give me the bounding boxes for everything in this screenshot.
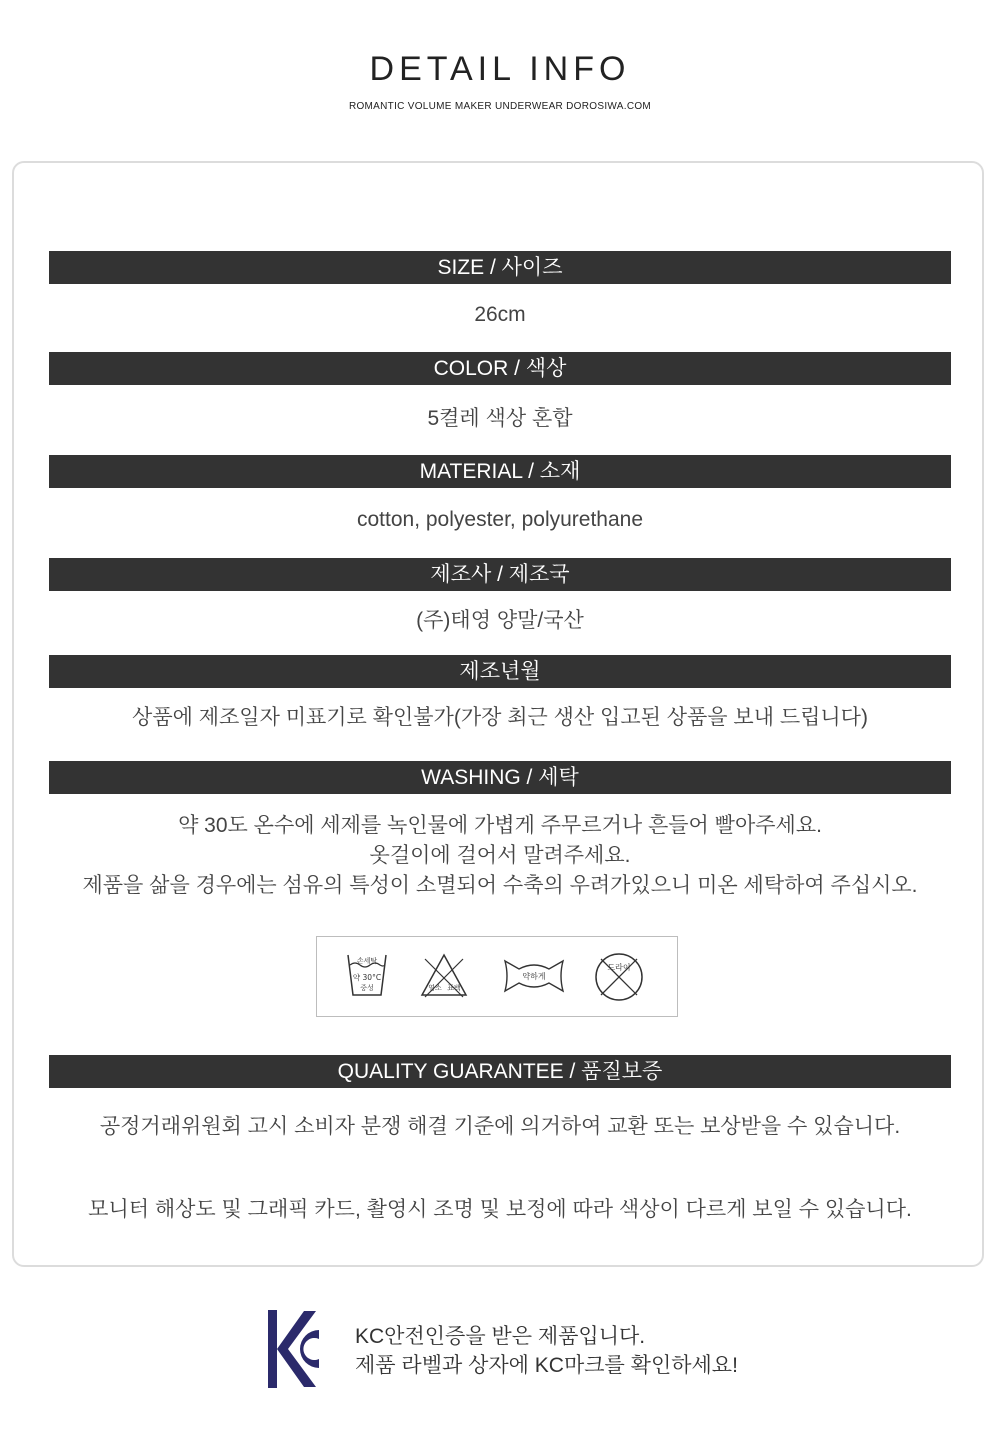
kc-line-2: 제품 라벨과 상자에 KC마크를 확인하세요! xyxy=(355,1354,738,1377)
kc-mark-icon xyxy=(266,1308,320,1390)
size-value: 26cm xyxy=(474,303,526,326)
handwash-top-text: 손세탁 xyxy=(356,957,378,965)
kc-notice xyxy=(355,1322,738,1380)
washing-line: 옷걸이에 걸어서 말려주세요. xyxy=(369,844,631,867)
quality-header: QUALITY GUARANTEE / 품질보증 xyxy=(49,1055,951,1088)
washing-line: 약 30도 온수에 세제를 녹인물에 가볍게 주무르거나 흔들어 빨아주세요. xyxy=(178,814,822,837)
date-value: 상품에 제조일자 미표기로 확인불가(가장 최근 생산 입고된 상품을 보내 드립니다) xyxy=(132,706,868,729)
washing-instructions xyxy=(0,811,1000,901)
care-symbols xyxy=(316,936,678,1017)
maker-value: (주)태영 양말/국산 xyxy=(416,609,584,632)
kc-line-1: KC안전인증을 받은 제품입니다. xyxy=(355,1325,646,1348)
size-header: SIZE / 사이즈 xyxy=(49,251,951,284)
color-header: COLOR / 색상 xyxy=(49,352,951,385)
no-bleach-right-text: 표백 xyxy=(447,984,461,992)
material-header: MATERIAL / 소재 xyxy=(49,455,951,488)
maker-header: 제조사 / 제조국 xyxy=(49,558,951,591)
no-dry-clean-text: 드라이 xyxy=(607,963,631,972)
handwash-bottom-text: 중성 xyxy=(360,984,374,992)
quality-guarantee-text: 공정거래위원회 고시 소비자 분쟁 해결 기준에 의거하여 교환 또는 보상받을 수 있습니다. xyxy=(99,1115,901,1138)
color-value: 5켤레 색상 혼합 xyxy=(427,407,573,430)
wring-text: 약하게 xyxy=(522,972,546,981)
material-value: cotton, polyester, polyurethane xyxy=(356,508,644,531)
handwash-temp-text: 약 30°C xyxy=(352,973,382,982)
no-bleach-left-text: 염소 xyxy=(428,984,442,992)
page-title: DETAIL INFO xyxy=(369,50,631,88)
no-dry-clean-icon xyxy=(593,951,645,1003)
hand-wash-icon xyxy=(345,951,389,1001)
wring-gently-icon xyxy=(503,951,565,1001)
no-bleach-icon xyxy=(419,951,469,1001)
color-disclaimer-text: 모니터 해상도 및 그래픽 카드, 촬영시 조명 및 보정에 따라 색상이 다르게 보일 수 있습니다. xyxy=(88,1198,912,1221)
date-header: 제조년월 xyxy=(49,655,951,688)
page-subtitle: ROMANTIC VOLUME MAKER UNDERWEAR DOROSIWA.COM xyxy=(348,101,652,112)
washing-line: 제품을 삶을 경우에는 섬유의 특성이 소멸되어 수축의 우려가있으니 미온 세탁하여 주십시오. xyxy=(82,874,918,897)
washing-header: WASHING / 세탁 xyxy=(49,761,951,794)
